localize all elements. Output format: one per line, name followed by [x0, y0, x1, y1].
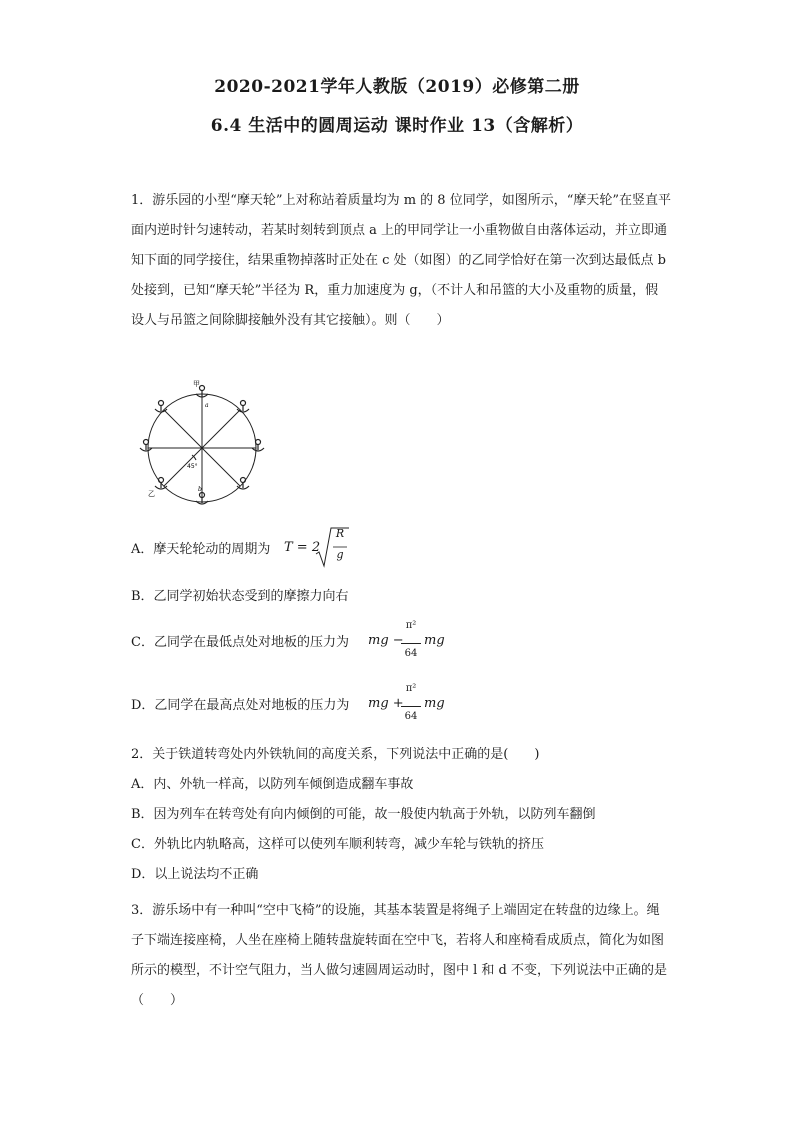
option-c-mg-minus: mg −	[368, 633, 404, 648]
option-d-denominator: 64	[404, 711, 418, 722]
option-d-mg: mg	[424, 696, 445, 711]
question-3-text: 3．游乐场中有一种叫“空中飞椅”的设施，其基本装置是将绳子上端固定在转盘的边缘上。绳子下端连接座椅，人坐在座椅上随转盘旋转面在空中飞，若将人和座椅看成质点，简化为如图所示的模型，不计空气阻力，当人做匀速圆周运动时，图中 l 和 d 不变，下列说法中正确的是（ ）	[131, 903, 668, 1008]
option-c-text: C．乙同学在最低点处对地板的压力为	[131, 635, 349, 650]
question-1-text: 1．游乐园的小型“摩天轮”上对称站着质量均为 m 的 8 位同学，如图所示，“摩天轮”在竖直平面内逆时针匀速转动，若某时刻转到顶点 a 上的甲同学让一小重物做自由落体运动，并立即通知下面的同学接住，结果重物掉落时正处在 c 处（如图）的乙同学恰好在第一次到达最低点 b 处接到，已知“摩天轮”半径为 R，重力加速度为 g，（不计人和吊篮的大小及重物的质量，假设人与吊篮之间除脚接触外没有其它接触）。则（ ）	[131, 193, 671, 328]
gondola-top-right	[237, 401, 249, 413]
option-d-numerator: π²	[405, 683, 417, 694]
gondola-bottom-left	[155, 478, 167, 490]
option-d-text: D．乙同学在最高点处对地板的压力为	[131, 698, 350, 713]
gondola-bottom-right	[237, 478, 249, 490]
question-2	[131, 740, 671, 890]
question-2-option-b: B．因为列车在转弯处有向内倾倒的可能，故一般使内轨高于外轨，以防列车翻倒	[131, 807, 596, 822]
gondola-top-left	[155, 401, 167, 413]
question-1-stem	[131, 186, 671, 336]
question-2-option-c: C．外轨比内轨略高，这样可以使列车顺利转弯，减少车轮与铁轨的挤压	[131, 837, 544, 852]
ferris-wheel-figure	[136, 380, 274, 510]
option-c-denominator: 64	[404, 648, 418, 659]
document-title-line1: 2020-2021学年人教版（2019）必修第二册	[214, 77, 580, 97]
label-b: b	[198, 486, 202, 493]
option-a-numerator: R	[335, 527, 345, 540]
gondola-left	[140, 440, 152, 452]
label-45-degrees: 45°	[187, 463, 198, 470]
question-2-stem: 2．关于铁道转弯处内外铁轨间的高度关系，下列说法中正确的是( )	[131, 747, 540, 762]
option-a-text: A．摩天轮轮动的周期为	[131, 542, 271, 557]
question-3	[131, 896, 671, 1016]
option-d-fraction-bar	[401, 706, 421, 707]
label-jia: 甲	[193, 380, 200, 388]
option-a-denominator: g	[336, 548, 344, 561]
option-c-numerator: π²	[405, 620, 417, 631]
document-title-line2: 6.4 生活中的圆周运动 课时作业 13（含解析）	[210, 116, 584, 136]
option-b-text: B．乙同学初始状态受到的摩擦力向右	[131, 589, 349, 604]
question-2-option-a: A．内、外轨一样高，以防列车倾倒造成翻车事故	[131, 777, 414, 792]
label-a: a	[205, 402, 209, 409]
gondola-right	[252, 440, 264, 452]
question-2-option-d: D．以上说法均不正确	[131, 867, 259, 882]
option-c-fraction-bar	[401, 643, 421, 644]
option-c-mg: mg	[424, 633, 445, 648]
option-a-formula-t: T = 2	[284, 540, 321, 555]
option-d-mg-plus: mg +	[368, 696, 404, 711]
label-yi: 乙	[148, 490, 155, 498]
